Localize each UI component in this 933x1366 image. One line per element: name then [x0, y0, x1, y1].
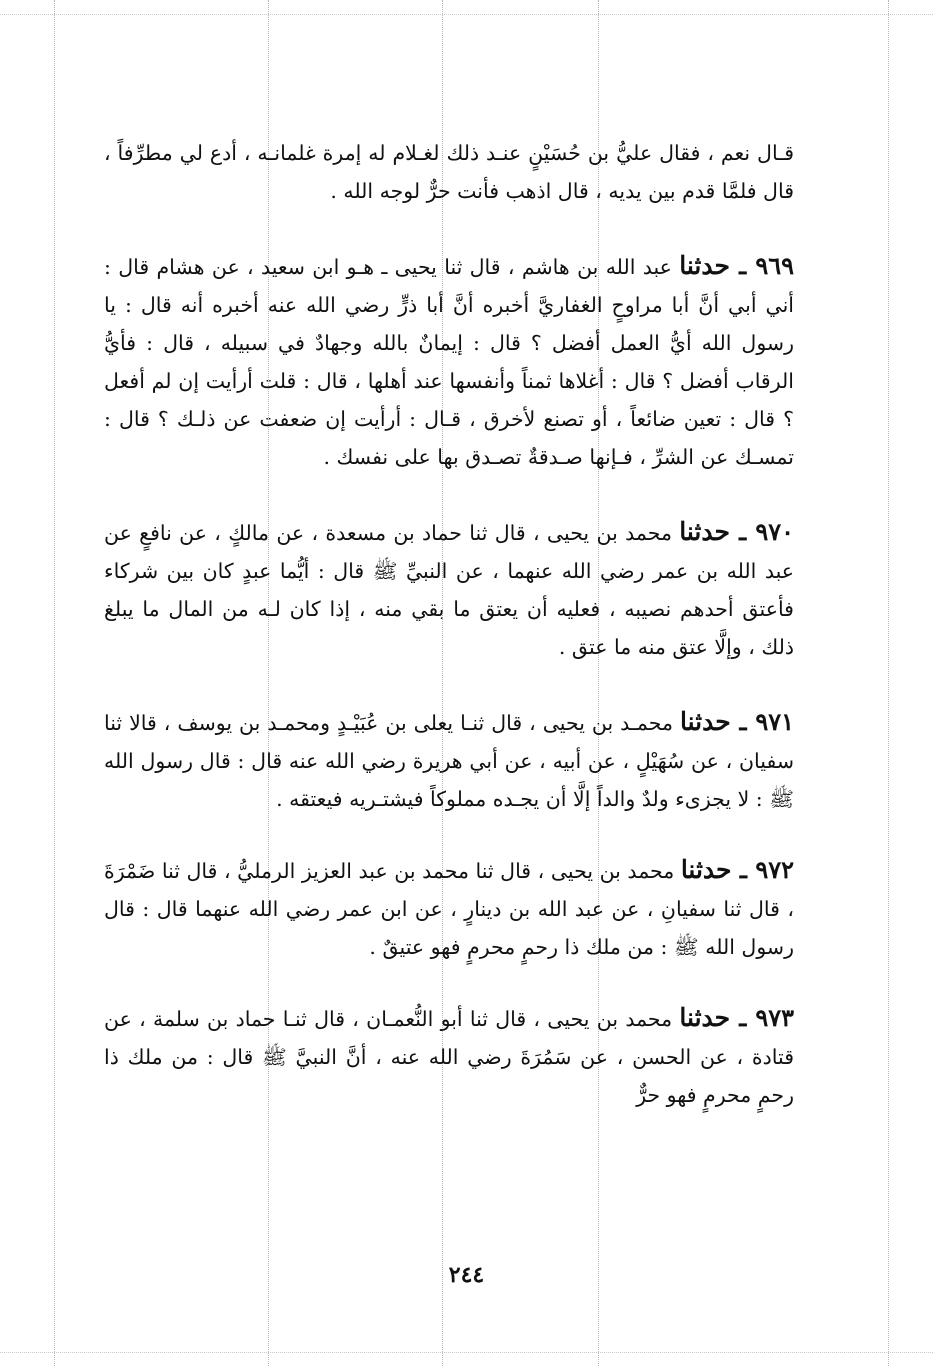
hadith-972: ٩٧٢ ـ حدثنا محمد بن يحيى ، قال ثنا محمد بن عبد العزيز الرمليُّ ، قال ثنا ضَمْرَةَ ، قال ثنا سفيانِ ، عن عبد الله بن دينارٍ ، عن ابن عمر رضي الله عنهما قال : قال رسول الله ﷺ : من ملك ذا رحمٍ محرمٍ فهو عتيقٌ . [104, 855, 794, 959]
hadith-keyword: حدثنا [679, 707, 731, 736]
hadith-keyword: حدثنا [679, 517, 730, 546]
hadith-number: ٩٦٩ [755, 251, 794, 280]
paragraph-text: قـال نعم ، فقال عليُّ بن حُسَيْنٍ عنـد ذلك لغـلام له إمرة غلمانـه ، أدع لي مطرِّفاً ، قال فلمَّا قدم بين يديه ، قال اذهب فأنت حرٌّ لوجه الله . [104, 141, 794, 203]
hadith-keyword: حدثنا [679, 1003, 731, 1032]
hadith-971: ٩٧١ ـ حدثنا محمـد بن يحيى ، قال ثنـا يعلى بن عُبَيْـدٍ ومحمـد بن يوسف ، قالا ثنا سفيان ، عن سُهَيْلٍ ، عن أبيه ، عن أبي هريرة رضي الله عنه قال : قال رسول الله ﷺ : لا يجزىء ولدٌ والداً إلَّا أن يجـده مملوكاً فيشتـريه فيعتقه . [104, 707, 794, 811]
margin-guide-bottom [0, 1352, 933, 1353]
hadith-paragraph-continuation [104, 134, 794, 210]
page-number: ٢٤٤ [448, 1262, 485, 1288]
hadith-keyword: حدثنا [680, 855, 732, 884]
hadith-970: ٩٧٠ ـ حدثنا محمد بن يحيى ، قال ثنا حماد بن مسعدة ، عن مالكٍ ، عن نافعٍ عن عبد الله بن عمر رضي الله عنهما ، عن النبيِّ ﷺ قال : أيُّما عبدٍ كان بين شركاء فأعتق أحدهم نصيبه ، فعليه أن يعتق ما بقي منه ، إذا كان لـه من المال ما يبلغ ذلك ، وإلَّا عتق منه ما عتق . [104, 517, 794, 659]
paragraph-text: محمد بن يحيى ، قال ثنا حماد بن مسعدة ، عن مالكٍ ، عن نافعٍ عن عبد الله بن عمر رضي الله عنهما ، عن النبيِّ ﷺ قال : أيُّما عبدٍ كان بين شركاء فأعتق أحدهم نصيبه ، فعليه أن يعتق ما بقي منه ، إذا كان لـه من المال ما يبلغ ذلك ، وإلَّا عتق منه ما عتق . [104, 521, 794, 659]
hadith-number: ٩٧٢ [755, 855, 794, 884]
margin-guide-top [0, 14, 933, 15]
hadith-973: ٩٧٣ ـ حدثنا محمد بن يحيى ، قال ثنا أبو النُّعمـان ، قال ثنـا حماد بن سلمة ، عن قتادة ، عن الحسن ، عن سَمُرَةَ رضي الله عنه ، أنَّ النبيَّ ﷺ قال : من ملك ذا رحمٍ محرمٍ فهو حرٌّ [104, 1003, 794, 1107]
paragraph-text: عبد الله بن هاشم ، قال ثنا يحيى ـ هـو ابن سعيد ، عن هشام قال : أني أبي أنَّ أبا مراوحٍ الغفاريَّ أخبره أنَّ أبا ذرٍّ رضي الله عنه أخبره أنه قال : يا رسول الله أيُّ العمل أفضل ؟ قال : إيمانٌ بالله وجهادٌ في سبيله ، قال : فأيُّ الرقاب أفضل ؟ قال : أغلاها ثمناً وأنفسها عند أهلها ، قال : قلت أرأيت إن لم أفعل ؟ قال : تعين ضائعاً ، أو تصنع لأخرق ، قـال : أرأيت إن ضعفت عن ذلـك ؟ قال : تمسـك عن الشرِّ ، فـإنها صـدقةٌ تصـدق بها على نفسك . [104, 255, 794, 469]
hadith-number: ٩٧١ [755, 707, 794, 736]
hadith-number: ٩٧٣ [755, 1003, 794, 1032]
hadith-keyword: حدثنا [679, 251, 730, 280]
margin-guide-right [888, 0, 889, 1366]
margin-guide-left [54, 0, 55, 1366]
paragraph-text: محمد بن يحيى ، قال ثنا أبو النُّعمـان ، قال ثنـا حماد بن سلمة ، عن قتادة ، عن الحسن ، عن سَمُرَةَ رضي الله عنه ، أنَّ النبيَّ ﷺ قال : من ملك ذا رحمٍ محرمٍ فهو حرٌّ [104, 1007, 794, 1107]
page-body [104, 134, 794, 1114]
hadith-number: ٩٧٠ [755, 517, 794, 546]
hadith-969: ٩٦٩ ـ حدثنا عبد الله بن هاشم ، قال ثنا يحيى ـ هـو ابن سعيد ، عن هشام قال : أني أبي أنَّ أبا مراوحٍ الغفاريَّ أخبره أنَّ أبا ذرٍّ رضي الله عنه أخبره أنه قال : يا رسول الله أيُّ العمل أفضل ؟ قال : إيمانٌ بالله وجهادٌ في سبيله ، قال : فأيُّ الرقاب أفضل ؟ قال : أغلاها ثمناً وأنفسها عند أهلها ، قال : قلت أرأيت إن لم أفعل ؟ قال : تعين ضائعاً ، أو تصنع لأخرق ، قـال : أرأيت إن ضعفت عن ذلـك ؟ قال : تمسـك عن الشرِّ ، فـإنها صـدقةٌ تصـدق بها على نفسك . [104, 251, 794, 469]
paragraph-text: محمد بن يحيى ، قال ثنا محمد بن عبد العزيز الرمليُّ ، قال ثنا ضَمْرَةَ ، قال ثنا سفيانِ ، عن عبد الله بن دينارٍ ، عن ابن عمر رضي الله عنهما قال : قال رسول الله ﷺ : من ملك ذا رحمٍ محرمٍ فهو عتيقٌ . [104, 859, 794, 959]
paragraph-text: محمـد بن يحيى ، قال ثنـا يعلى بن عُبَيْـدٍ ومحمـد بن يوسف ، قالا ثنا سفيان ، عن سُهَيْلٍ ، عن أبيه ، عن أبي هريرة رضي الله عنه قال : قال رسول الله ﷺ : لا يجزىء ولدٌ والداً إلَّا أن يجـده مملوكاً فيشتـريه فيعتقه . [104, 711, 794, 811]
